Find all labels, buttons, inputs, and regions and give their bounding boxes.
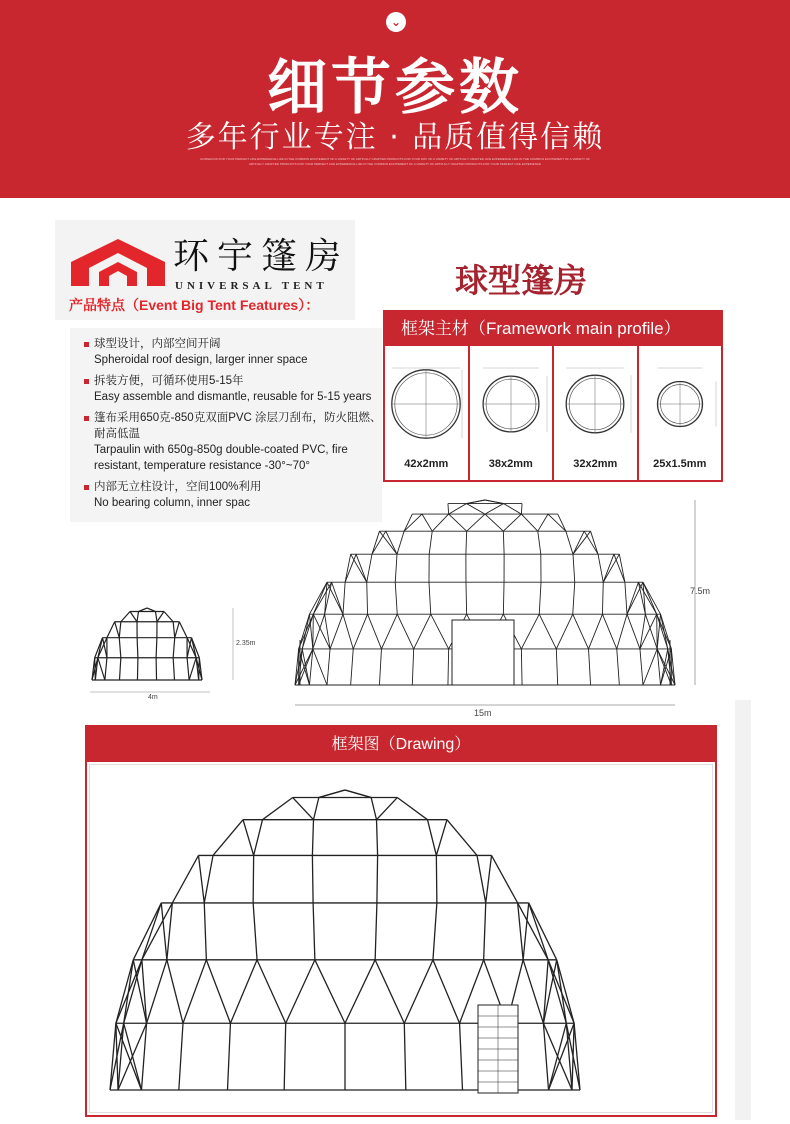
frame-strut: [257, 960, 286, 1023]
frame-strut: [529, 903, 548, 960]
frame-strut: [137, 638, 138, 658]
frame-strut: [253, 855, 254, 903]
frame-strut: [404, 960, 433, 1023]
drawing-panel: [85, 725, 717, 1117]
frame-strut: [574, 1023, 580, 1090]
frame-strut: [395, 554, 397, 582]
frame-strut: [345, 554, 356, 582]
frame-strut: [356, 554, 367, 582]
product-title: 球型篷房: [455, 261, 587, 300]
frame-strut: [377, 798, 398, 820]
frame-strut: [591, 531, 598, 554]
frame-strut: [243, 820, 254, 856]
list-item: 球型设计，内部空间开阔 Spheroidal roof design, larger inner space: [84, 336, 382, 368]
frame-strut: [548, 960, 566, 1023]
frame-strut: [120, 658, 121, 680]
frame-strut: [617, 649, 620, 685]
frame-strut: [504, 504, 522, 515]
frame-strut: [345, 790, 371, 798]
frame-strut: [302, 614, 309, 649]
frame-strut: [486, 855, 492, 903]
frame-strut: [503, 514, 521, 531]
frame-strut: [521, 514, 537, 531]
frame-strut: [147, 960, 167, 1023]
profile-cell: [554, 346, 639, 480]
frame-strut: [558, 514, 566, 531]
frame-strut: [213, 820, 243, 856]
list-item: 内部无立柱设计，空间100%利用 No bearing column, inner spac: [84, 479, 382, 511]
frame-strut: [124, 960, 142, 1023]
frame-strut: [157, 612, 164, 622]
frame-strut: [367, 582, 368, 614]
profile-cell: [470, 346, 555, 480]
frame-strut: [156, 638, 157, 658]
frame-strut: [121, 612, 130, 622]
frame-strut: [433, 960, 460, 1023]
profile-size-label: 32x2mm: [573, 458, 618, 470]
frame-strut: [351, 554, 367, 582]
house-logo-icon: [69, 236, 167, 288]
frame-strut: [107, 622, 115, 638]
frame-strut: [602, 582, 603, 614]
frame-strut: [115, 622, 120, 638]
profile-size-label: 25x1.5mm: [653, 458, 707, 470]
frame-strut: [124, 1023, 142, 1090]
frame-strut: [397, 798, 427, 820]
frame-strut: [379, 649, 381, 685]
frame-strut: [433, 903, 437, 960]
frame-strut: [313, 649, 327, 685]
frame-strut: [183, 960, 206, 1023]
frame-strut: [110, 1023, 116, 1090]
frame-strut: [645, 614, 657, 649]
large-dome-width: 15m: [474, 708, 492, 718]
frame-strut: [367, 554, 372, 582]
frame-strut: [173, 622, 175, 638]
frame-strut: [351, 649, 354, 685]
door: [452, 620, 514, 685]
small-dome-drawing: [85, 600, 285, 700]
frame-strut: [142, 903, 161, 960]
frame-strut: [404, 1023, 406, 1090]
frame-strut: [460, 1023, 463, 1090]
frame-strut: [198, 855, 204, 903]
frame-strut: [477, 855, 486, 903]
frame-strut: [566, 531, 573, 554]
frame-strut: [327, 582, 343, 614]
frame-strut: [386, 531, 397, 554]
frame-strut: [313, 903, 315, 960]
frame-strut: [119, 622, 121, 638]
frame-strut: [345, 554, 351, 582]
frame-strut: [332, 582, 343, 614]
frame-strut: [549, 1023, 575, 1090]
frame-strut: [284, 1023, 286, 1090]
frame-strut: [449, 504, 467, 515]
frame-strut: [466, 504, 485, 515]
frame-strut: [395, 582, 397, 614]
features-title: 产品特点（Event Big Tent Features）：: [69, 297, 320, 313]
frame-strut: [466, 582, 467, 614]
frame-strut: [589, 614, 603, 649]
frame-strut: [448, 504, 449, 515]
frame-strut: [313, 614, 325, 649]
frame-strut: [640, 649, 643, 685]
frame-strut: [172, 855, 198, 903]
frame-strut: [485, 514, 503, 531]
frame-strut: [436, 820, 447, 856]
frame-strut: [315, 960, 345, 1023]
page-title: 细节参数: [267, 53, 523, 123]
side-shadow: [735, 700, 751, 1120]
frame-strut: [573, 582, 575, 614]
frame-strut: [187, 658, 189, 680]
frame-strut: [179, 1023, 183, 1090]
frame-strut: [627, 614, 640, 649]
frame-strut: [627, 582, 638, 614]
frame-strut: [436, 855, 437, 903]
frame-strut: [422, 514, 432, 531]
frame-strut: [603, 554, 619, 582]
features-list: [70, 328, 382, 522]
header-banner: [0, 0, 790, 198]
dome-perspective-drawing: [90, 765, 716, 1115]
frame-strut: [503, 531, 504, 554]
frame-strut: [263, 798, 293, 820]
frame-strut: [485, 504, 504, 515]
frame-strut: [319, 790, 345, 798]
frame-strut: [343, 582, 345, 614]
frame-strut: [130, 612, 137, 622]
frame-strut: [625, 582, 627, 614]
frame-strut: [313, 798, 318, 820]
frame-strut: [187, 638, 191, 658]
frame-strut: [414, 614, 431, 649]
frame-strut: [327, 649, 330, 685]
frame-strut: [173, 638, 175, 658]
profile-cell: [639, 346, 722, 480]
frame-strut: [375, 903, 377, 960]
profile-table-header: 框架主材（Framework main profile）: [385, 312, 721, 346]
frame-strut: [204, 903, 206, 960]
frame-strut: [643, 649, 657, 685]
frame-strut: [353, 614, 367, 649]
frame-strut: [449, 514, 467, 531]
profile-size-label: 42x2mm: [404, 458, 449, 470]
frame-strut: [643, 582, 661, 614]
frame-strut: [429, 531, 432, 554]
small-dome-width: 4m: [148, 694, 158, 701]
fine-print: GORGEOUS FOR YOUR PERFECT LIFE EXPERIENCE LIFE IN THE COMMON EXCITEMENT OF A VARIETY OF ARTFULLY CRAFTED PRODUCTS FOR YOUR WAY OF A VARIETY OF ARTFULLY CRAFTED LIFE EXPERIENCE LIFE IN THE COMMON EXCITEMENT OF A VARIETY OF ARTFULLY CRAFTED PRODUCTS FOR YOUR PERFECT LIFE EXPERIENCE LIFE IN THE COMMON EXCITEMENT OF A VARIETY OF ARTFULLY CRAFTED PRODUCTS FOR YOUR PERFECT LIFE EXPERIENCE: [200, 158, 590, 166]
frame-strut: [638, 582, 656, 614]
frame-strut: [330, 614, 343, 649]
frame-strut: [619, 554, 625, 582]
frame-strut: [313, 582, 331, 614]
frame-strut: [556, 649, 557, 685]
frame-strut: [573, 614, 589, 649]
profile-cell: [385, 346, 470, 480]
frame-strut: [379, 531, 397, 554]
frame-strut: [372, 531, 379, 554]
page-subtitle: 多年行业专注 · 品质值得信赖: [185, 120, 605, 155]
frame-strut: [538, 514, 548, 531]
frame-strut: [603, 554, 614, 582]
frame-strut: [119, 638, 121, 658]
frame-strut: [539, 582, 541, 614]
frame-strut: [343, 614, 353, 649]
frame-strut: [467, 514, 485, 531]
frame-strut: [175, 622, 180, 638]
brand-logo: [55, 220, 355, 320]
profile-table: [383, 310, 723, 482]
large-dome-drawing: [285, 495, 715, 720]
small-dome-height: 2.35m: [236, 640, 256, 647]
frame-strut: [412, 649, 413, 685]
frame-strut: [431, 614, 449, 649]
frame-strut: [228, 1023, 231, 1090]
frame-strut: [539, 614, 556, 649]
frame-strut: [521, 614, 539, 649]
frame-strut: [179, 622, 187, 638]
frame-strut: [293, 798, 314, 820]
brand-name-cn: 环宇篷房: [173, 236, 350, 277]
frame-strut: [167, 960, 183, 1023]
frame-strut: [447, 820, 477, 856]
frame-strut: [614, 554, 625, 582]
frame-strut: [302, 649, 309, 685]
frame-strut: [155, 612, 156, 622]
list-item: 篷布采用650克-850克双面PVC 涂层刀刮布，防火阻燃、耐高低温 Tarpaulin with 650g-850g double-coated PVC, fire resistant, temperature resistance -30°~70°: [84, 410, 382, 474]
frame-strut: [164, 612, 173, 622]
frame-strut: [372, 531, 386, 554]
frame-strut: [492, 855, 518, 903]
frame-strut: [573, 531, 591, 554]
drawing-title: 框架图（Drawing）: [87, 727, 715, 762]
frame-strut: [466, 500, 485, 504]
frame-strut: [573, 554, 575, 582]
frame-strut: [432, 514, 448, 531]
frame-strut: [368, 614, 382, 649]
frame-strut: [377, 855, 378, 903]
tube-section-icon: [640, 360, 720, 440]
frame-strut: [548, 960, 574, 1023]
frame-strut: [98, 658, 105, 680]
frame-strut: [548, 514, 566, 531]
frame-strut: [521, 504, 522, 515]
frame-strut: [484, 903, 486, 960]
frame-strut: [485, 500, 504, 504]
frame-strut: [345, 960, 375, 1023]
frame-strut: [206, 960, 230, 1023]
frame-strut: [105, 658, 107, 680]
frame-strut: [627, 582, 643, 614]
frame-strut: [103, 638, 107, 658]
chevron-down-icon: ⌄: [386, 12, 406, 32]
frame-strut: [602, 614, 616, 649]
frame-strut: [448, 649, 449, 685]
frame-strut: [230, 960, 257, 1023]
profile-size-label: 38x2mm: [488, 458, 533, 470]
frame-strut: [116, 1023, 142, 1090]
frame-strut: [371, 798, 376, 820]
frame-strut: [173, 658, 174, 680]
tube-section-icon: [386, 360, 466, 440]
frame-strut: [286, 960, 315, 1023]
frame-strut: [521, 649, 522, 685]
frame-strut: [309, 582, 327, 614]
frame-strut: [397, 614, 413, 649]
frame-strut: [523, 960, 543, 1023]
frame-strut: [404, 514, 422, 531]
frame-strut: [523, 903, 529, 960]
frame-strut: [137, 612, 138, 622]
frame-strut: [573, 531, 584, 554]
frame-strut: [254, 820, 263, 856]
frame-strut: [538, 531, 541, 554]
frame-strut: [253, 903, 257, 960]
frame-strut: [503, 582, 504, 614]
frame-strut: [312, 855, 313, 903]
frame-strut: [377, 820, 378, 856]
frame-strut: [589, 649, 591, 685]
list-item: 拆装方便，可循环使用5-15年 Easy assemble and dismantle, reusable for 5-15 years: [84, 373, 382, 405]
frame-strut: [204, 855, 213, 903]
frame-strut: [429, 582, 431, 614]
frame-strut: [189, 658, 196, 680]
fine-print-box: [200, 157, 590, 187]
frame-strut: [466, 531, 467, 554]
frame-strut: [397, 531, 404, 554]
large-dome-height: 7.5m: [690, 586, 711, 596]
frame-strut: [381, 614, 397, 649]
frame-strut: [404, 514, 412, 531]
frame-strut: [556, 614, 572, 649]
tube-section-icon: [555, 360, 635, 440]
frame-strut: [375, 960, 404, 1023]
tube-section-icon: [471, 360, 551, 440]
brand-name-en: UNIVERSAL TENT: [175, 280, 328, 292]
frame-strut: [161, 903, 167, 960]
frame-strut: [312, 820, 313, 856]
frame-strut: [427, 820, 436, 856]
frame-strut: [584, 531, 598, 554]
frame-strut: [617, 614, 627, 649]
frame-strut: [598, 554, 603, 582]
